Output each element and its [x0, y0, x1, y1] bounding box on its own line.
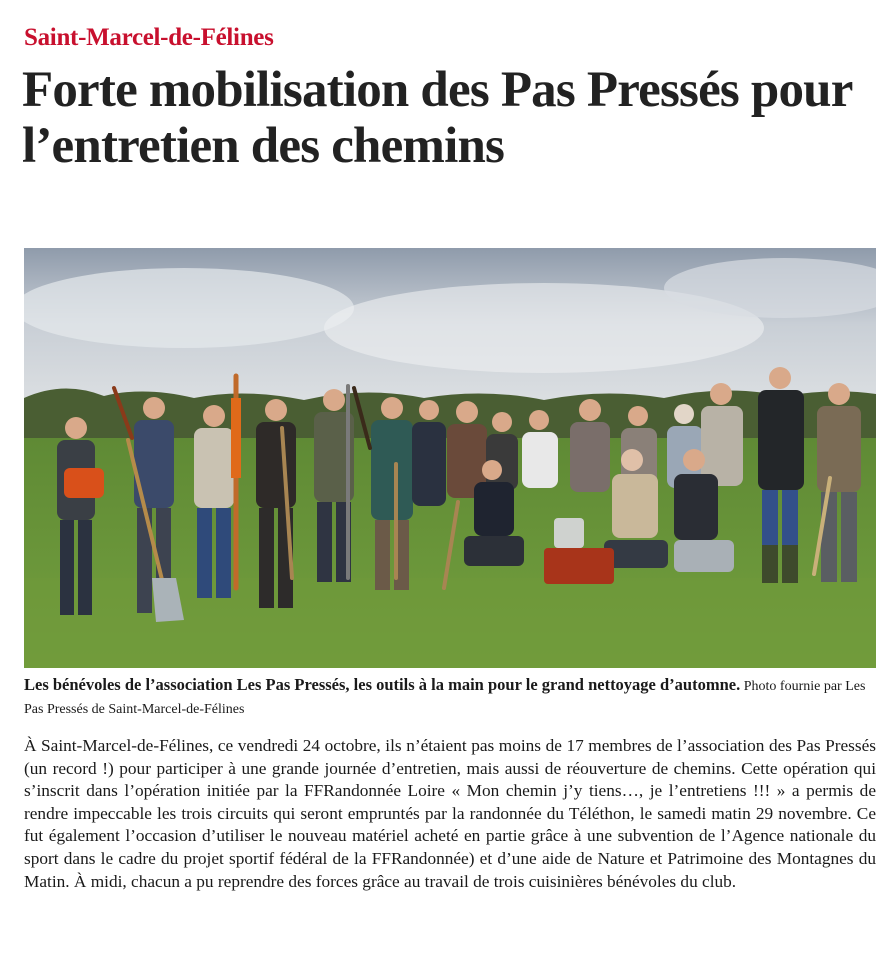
caption-lead: Les bénévoles de l’association Les Pas Pressés, les outils à la main pour le grand nettoyage d’automne. — [24, 675, 741, 694]
article-headline: Forte mobilisation des Pas Pressés pour l’entretien des chemins — [22, 62, 852, 174]
photo-caption — [24, 674, 874, 720]
group-photo — [24, 248, 876, 668]
article-body: À Saint-Marcel-de-Félines, ce vendredi 24 octobre, ils n’étaient pas moins de 17 membres de l’association des Pas Pressés (un record !) pour participer à une grande journée d’entretien, mais aussi de réouverture de chemins. Cette opération qui s’inscrit dans l’opération initiée par la FFRandonnée Loire « Mon chemin j’y tiens…, je l’entretiens !!! » a permis de rendre impeccable les trois circuits qui seront empruntés par la randonnée du Téléthon, le samedi matin 29 novembre. Ce fut également l’occasion d’utiliser le nouveau matériel acheté en partie grâce à une subvention de l’Agence nationale du sport dans le cadre du projet sportif fédéral de la FFRandonnée) et d’une aide de Nature et Patrimoine des Montagnes du Matin. À midi, chacun a pu reprendre des forces grâce au travail de trois cuisinières bénévoles du club. — [24, 736, 876, 891]
kicker-location: Saint-Marcel-de-Félines — [24, 24, 274, 51]
photo-credit: Photo fournie par Les Pas Pressés de Saint-Marcel-de-Félines — [24, 679, 866, 717]
